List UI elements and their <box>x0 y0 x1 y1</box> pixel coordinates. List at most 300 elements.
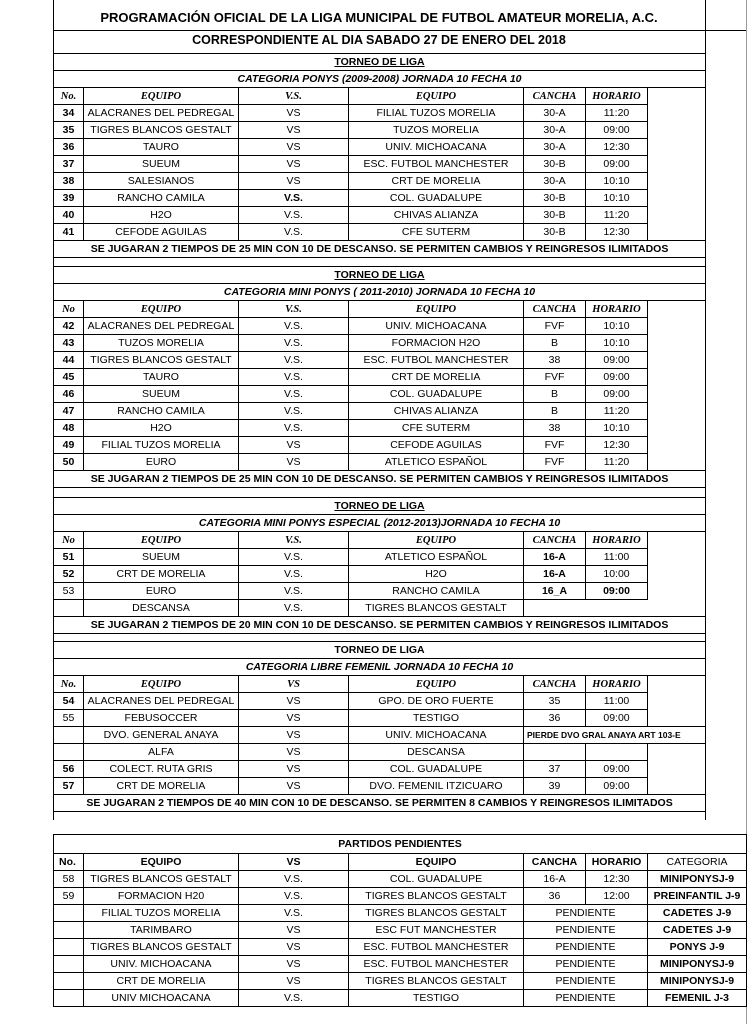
spacer-cell <box>648 318 706 335</box>
table-row <box>54 190 706 207</box>
team-home: EURO <box>84 583 239 600</box>
team-away: COL. GUADALUPE <box>349 871 524 888</box>
time <box>586 600 648 617</box>
team-away: ATLETICO ESPAÑOL <box>349 549 524 566</box>
team-home: FORMACION H20 <box>84 888 239 905</box>
categoria-title: CATEGORIA MINI PONYS ESPECIAL (2012-2013)JORNADA 10 FECHA 10 <box>54 515 706 532</box>
team-home: RANCHO CAMILA <box>84 190 239 207</box>
team-home: TAURO <box>84 139 239 156</box>
versus: V.S. <box>239 888 349 905</box>
torneo-title: TORNEO DE LIGA <box>54 498 706 515</box>
team-away: RANCHO CAMILA <box>349 583 524 600</box>
field: 30-A <box>524 139 586 156</box>
versus: V.S. <box>239 318 349 335</box>
spacer-cell <box>648 778 706 795</box>
field: FVF <box>524 369 586 386</box>
category: CADETES J-9 <box>648 905 747 922</box>
col-equipo: EQUIPO <box>349 88 524 105</box>
table-row <box>54 156 706 173</box>
column-header-row <box>54 532 706 549</box>
time: 11:20 <box>586 454 648 471</box>
match-number: 46 <box>54 386 84 403</box>
column-header-row <box>54 676 706 693</box>
team-away: TIGRES BLANCOS GESTALT <box>349 888 524 905</box>
section-libre-femenil <box>53 641 706 812</box>
versus: V.S. <box>239 403 349 420</box>
table-row <box>54 403 706 420</box>
team-home: SUEUM <box>84 386 239 403</box>
spacer-cell <box>648 301 706 318</box>
table-row <box>54 922 747 939</box>
team-home: ALACRANES DEL PEDREGAL <box>84 318 239 335</box>
match-number <box>54 939 84 956</box>
team-home: SALESIANOS <box>84 173 239 190</box>
spacer-cell <box>648 369 706 386</box>
col-no: No. <box>54 854 84 871</box>
team-home: UNIV MICHOACANA <box>84 990 239 1007</box>
team-away: TIGRES BLANCOS GESTALT <box>349 973 524 990</box>
match-number <box>54 727 84 744</box>
category: FEMENIL J-3 <box>648 990 747 1007</box>
table-row <box>54 990 747 1007</box>
col-cancha: CANCHA <box>524 854 586 871</box>
team-away: ESC. FUTBOL MANCHESTER <box>349 156 524 173</box>
versus: VS <box>239 761 349 778</box>
match-number: 50 <box>54 454 84 471</box>
versus: VS <box>239 437 349 454</box>
field <box>524 744 586 761</box>
section-mini-ponys <box>53 266 706 488</box>
match-number: 40 <box>54 207 84 224</box>
team-away: COL. GUADALUPE <box>349 190 524 207</box>
col-equipo: EQUIPO <box>84 301 239 318</box>
match-number: 59 <box>54 888 84 905</box>
team-away: TIGRES BLANCOS GESTALT <box>349 600 524 617</box>
time: 09:00 <box>586 156 648 173</box>
table-row <box>54 105 706 122</box>
col-horario: HORARIO <box>586 676 648 693</box>
versus: VS <box>239 693 349 710</box>
team-away: CFE SUTERM <box>349 420 524 437</box>
match-number: 56 <box>54 761 84 778</box>
table-row <box>54 727 706 744</box>
match-number: 58 <box>54 871 84 888</box>
spacer-cell <box>648 173 706 190</box>
time: 11:20 <box>586 105 648 122</box>
status-pending: PENDIENTE <box>524 956 648 973</box>
versus: VS <box>239 139 349 156</box>
spacer-cell <box>648 566 706 583</box>
match-number: 37 <box>54 156 84 173</box>
spacer-cell <box>648 88 706 105</box>
team-home: COLECT. RUTA GRIS <box>84 761 239 778</box>
versus: V.S. <box>239 335 349 352</box>
team-home: H2O <box>84 420 239 437</box>
versus: VS <box>239 122 349 139</box>
team-home: UNIV. MICHOACANA <box>84 956 239 973</box>
team-home: TAURO <box>84 369 239 386</box>
versus: VS <box>239 778 349 795</box>
time: 11:00 <box>586 693 648 710</box>
section-pendientes <box>53 834 747 1007</box>
match-number: 38 <box>54 173 84 190</box>
col-equipo: EQUIPO <box>84 88 239 105</box>
team-away: UNIV. MICHOACANA <box>349 727 524 744</box>
match-number: 41 <box>54 224 84 241</box>
team-away: TIGRES BLANCOS GESTALT <box>349 905 524 922</box>
team-home: DESCANSA <box>84 600 239 617</box>
match-number: 35 <box>54 122 84 139</box>
field: 35 <box>524 693 586 710</box>
torneo-title: TORNEO DE LIGA <box>54 642 706 659</box>
field: 30-B <box>524 207 586 224</box>
time: 09:00 <box>586 369 648 386</box>
table-row <box>54 744 706 761</box>
field <box>524 600 586 617</box>
team-home: FILIAL TUZOS MORELIA <box>84 905 239 922</box>
field: 30-A <box>524 105 586 122</box>
categoria-title: CATEGORIA PONYS (2009-2008) JORNADA 10 FECHA 10 <box>54 71 706 88</box>
team-away: FORMACION H2O <box>349 335 524 352</box>
col-horario: HORARIO <box>586 88 648 105</box>
field: 30-A <box>524 122 586 139</box>
table-row <box>54 139 706 156</box>
team-away: ESC. FUTBOL MANCHESTER <box>349 956 524 973</box>
spacer-cell <box>648 335 706 352</box>
time: 09:00 <box>586 386 648 403</box>
table-row <box>54 386 706 403</box>
versus: V.S. <box>239 600 349 617</box>
col-equipo: EQUIPO <box>349 532 524 549</box>
spacer-cell <box>648 122 706 139</box>
versus: V.S. <box>239 369 349 386</box>
categoria-title: CATEGORIA LIBRE FEMENIL JORNADA 10 FECHA 10 <box>54 659 706 676</box>
versus: VS <box>239 105 349 122</box>
table-row <box>54 710 706 727</box>
match-number <box>54 990 84 1007</box>
table-row <box>54 454 706 471</box>
team-home: H2O <box>84 207 239 224</box>
team-home: TIGRES BLANCOS GESTALT <box>84 352 239 369</box>
category: MINIPONYSJ-9 <box>648 973 747 990</box>
team-away: H2O <box>349 566 524 583</box>
versus: VS <box>239 922 349 939</box>
col-horario: HORARIO <box>586 854 648 871</box>
match-number <box>54 600 84 617</box>
col-equipo: EQUIPO <box>84 854 239 871</box>
match-number: 45 <box>54 369 84 386</box>
versus: V.S. <box>239 905 349 922</box>
torneo-title: TORNEO DE LIGA <box>54 267 706 284</box>
status-pending: PENDIENTE <box>524 939 648 956</box>
versus: VS <box>239 710 349 727</box>
table-row <box>54 352 706 369</box>
versus: V.S. <box>239 871 349 888</box>
team-away: CRT DE MORELIA <box>349 173 524 190</box>
col-no: No <box>54 532 84 549</box>
versus: VS <box>239 744 349 761</box>
table-row <box>54 973 747 990</box>
col-equipo: EQUIPO <box>349 854 524 871</box>
spacer-cell <box>648 600 706 617</box>
torneo-title: TORNEO DE LIGA <box>54 54 706 71</box>
table-row <box>54 956 747 973</box>
col-vs: VS <box>239 676 349 693</box>
team-home: TUZOS MORELIA <box>84 335 239 352</box>
versus: V.S. <box>239 420 349 437</box>
team-away: CFE SUTERM <box>349 224 524 241</box>
table-row <box>54 778 706 795</box>
col-cancha: CANCHA <box>524 88 586 105</box>
forfeit-note: PIERDE DVO GRAL ANAYA ART 103-E <box>524 727 706 744</box>
versus: V.S. <box>239 990 349 1007</box>
time: 12:00 <box>586 888 648 905</box>
header-line-2: CORRESPONDIENTE AL DIA SABADO 27 DE ENERO DEL 2018 <box>192 33 566 47</box>
versus: VS <box>239 156 349 173</box>
team-away: GPO. DE ORO FUERTE <box>349 693 524 710</box>
spacer-cell <box>648 139 706 156</box>
column-header-row <box>54 301 706 318</box>
team-home: EURO <box>84 454 239 471</box>
spacer-cell <box>648 761 706 778</box>
table-row <box>54 761 706 778</box>
table-row <box>54 437 706 454</box>
status-pending: PENDIENTE <box>524 922 648 939</box>
spacer-cell <box>648 420 706 437</box>
team-away: ESC FUT MANCHESTER <box>349 922 524 939</box>
time: 09:00 <box>586 710 648 727</box>
column-header-row <box>54 88 706 105</box>
match-number <box>54 744 84 761</box>
category: MINIPONYSJ-9 <box>648 956 747 973</box>
rules-note: SE JUGARAN 2 TIEMPOS DE 20 MIN CON 10 DE DESCANSO. SE PERMITEN CAMBIOS Y REINGRESOS ILIMITADOS <box>54 617 706 634</box>
col-cancha: CANCHA <box>524 532 586 549</box>
team-away: DESCANSA <box>349 744 524 761</box>
header-line-1: PROGRAMACIÓN OFICIAL DE LA LIGA MUNICIPAL DE FUTBOL AMATEUR MORELIA, A.C. <box>100 10 658 25</box>
category: CADETES J-9 <box>648 922 747 939</box>
table-row <box>54 207 706 224</box>
team-home: CEFODE AGUILAS <box>84 224 239 241</box>
rules-note: SE JUGARAN 2 TIEMPOS DE 25 MIN CON 10 DE DESCANSO. SE PERMITEN CAMBIOS Y REINGRESOS ILIMITADOS <box>54 471 706 488</box>
status-pending: PENDIENTE <box>524 973 648 990</box>
match-number: 52 <box>54 566 84 583</box>
pendientes-title: PARTIDOS PENDIENTES <box>54 835 747 854</box>
field: 30-B <box>524 156 586 173</box>
field: 36 <box>524 710 586 727</box>
team-away: COL. GUADALUPE <box>349 386 524 403</box>
team-away: ESC. FUTBOL MANCHESTER <box>349 939 524 956</box>
match-number: 43 <box>54 335 84 352</box>
field: B <box>524 403 586 420</box>
table-row <box>54 420 706 437</box>
col-vs: V.S. <box>239 301 349 318</box>
field: 39 <box>524 778 586 795</box>
col-equipo: EQUIPO <box>84 676 239 693</box>
versus: VS <box>239 973 349 990</box>
category: PONYS J-9 <box>648 939 747 956</box>
versus: V.S. <box>239 207 349 224</box>
rules-note: SE JUGARAN 2 TIEMPOS DE 25 MIN CON 10 DE DESCANSO. SE PERMITEN CAMBIOS Y REINGRESOS ILIMITADOS <box>54 241 706 258</box>
team-home: SUEUM <box>84 549 239 566</box>
field: 37 <box>524 761 586 778</box>
team-home: TIGRES BLANCOS GESTALT <box>84 122 239 139</box>
column-header-row <box>54 854 747 871</box>
versus: VS <box>239 454 349 471</box>
field: 16_A <box>524 583 586 600</box>
team-home: CRT DE MORELIA <box>84 973 239 990</box>
status-pending: PENDIENTE <box>524 990 648 1007</box>
field: 30-B <box>524 190 586 207</box>
team-away: UNIV. MICHOACANA <box>349 139 524 156</box>
match-number: 53 <box>54 583 84 600</box>
time: 09:00 <box>586 122 648 139</box>
team-away: TESTIGO <box>349 710 524 727</box>
field: 16-A <box>524 549 586 566</box>
spacer-cell <box>648 156 706 173</box>
field: B <box>524 386 586 403</box>
spacer-cell <box>648 207 706 224</box>
col-no: No. <box>54 88 84 105</box>
col-equipo: EQUIPO <box>349 676 524 693</box>
status-pending: PENDIENTE <box>524 905 648 922</box>
table-row <box>54 173 706 190</box>
match-number: 44 <box>54 352 84 369</box>
versus: V.S. <box>239 352 349 369</box>
field: 38 <box>524 352 586 369</box>
time: 09:00 <box>586 583 648 600</box>
table-row <box>54 583 706 600</box>
field: FVF <box>524 437 586 454</box>
versus: VS <box>239 727 349 744</box>
col-cancha: CANCHA <box>524 676 586 693</box>
time: 09:00 <box>586 352 648 369</box>
time: 10:00 <box>586 566 648 583</box>
table-row <box>54 888 747 905</box>
table-row <box>54 600 706 617</box>
team-away: CRT DE MORELIA <box>349 369 524 386</box>
team-home: TIGRES BLANCOS GESTALT <box>84 871 239 888</box>
time: 10:10 <box>586 318 648 335</box>
col-vs: VS <box>239 854 349 871</box>
spacer-cell <box>648 105 706 122</box>
match-number: 47 <box>54 403 84 420</box>
team-away: DVO. FEMENIL ITZICUARO <box>349 778 524 795</box>
category: MINIPONYSJ-9 <box>648 871 747 888</box>
col-no: No. <box>54 676 84 693</box>
versus: VS <box>239 173 349 190</box>
match-number <box>54 956 84 973</box>
spacer-cell <box>648 224 706 241</box>
time: 12:30 <box>586 437 648 454</box>
spacer-cell <box>648 549 706 566</box>
match-number: 48 <box>54 420 84 437</box>
field: FVF <box>524 318 586 335</box>
match-number <box>54 973 84 990</box>
team-home: CRT DE MORELIA <box>84 778 239 795</box>
time: 12:30 <box>586 871 648 888</box>
spacer-cell <box>648 403 706 420</box>
time <box>586 744 648 761</box>
col-cancha: CANCHA <box>524 301 586 318</box>
rules-note: SE JUGARAN 2 TIEMPOS DE 40 MIN CON 10 DE DESCANSO. SE PERMITEN 8 CAMBIOS Y REINGRESOS ILIMITADOS <box>54 795 706 812</box>
spacer-cell <box>648 676 706 693</box>
col-horario: HORARIO <box>586 532 648 549</box>
match-number: 55 <box>54 710 84 727</box>
match-number <box>54 905 84 922</box>
col-vs: V.S. <box>239 532 349 549</box>
versus: V.S. <box>239 190 349 207</box>
spacer-cell <box>648 352 706 369</box>
team-home: CRT DE MORELIA <box>84 566 239 583</box>
team-away: TUZOS MORELIA <box>349 122 524 139</box>
time: 10:10 <box>586 190 648 207</box>
match-number: 34 <box>54 105 84 122</box>
team-away: FILIAL TUZOS MORELIA <box>349 105 524 122</box>
versus: V.S. <box>239 549 349 566</box>
time: 10:10 <box>586 173 648 190</box>
table-row <box>54 224 706 241</box>
time: 11:20 <box>586 207 648 224</box>
time: 12:30 <box>586 139 648 156</box>
team-home: FILIAL TUZOS MORELIA <box>84 437 239 454</box>
time: 09:00 <box>586 778 648 795</box>
spacer-cell <box>648 744 706 761</box>
table-row <box>54 369 706 386</box>
match-number: 54 <box>54 693 84 710</box>
versus: V.S. <box>239 583 349 600</box>
time: 12:30 <box>586 224 648 241</box>
spacer-cell <box>648 583 706 600</box>
team-home: DVO. GENERAL ANAYA <box>84 727 239 744</box>
spacer-cell <box>648 710 706 727</box>
versus: VS <box>239 939 349 956</box>
match-number: 36 <box>54 139 84 156</box>
time: 11:20 <box>586 403 648 420</box>
field: 36 <box>524 888 586 905</box>
col-vs: V.S. <box>239 88 349 105</box>
spacer-cell <box>648 190 706 207</box>
table-row <box>54 905 747 922</box>
spacer-cell <box>648 693 706 710</box>
field: 16-A <box>524 871 586 888</box>
time: 11:00 <box>586 549 648 566</box>
col-equipo: EQUIPO <box>349 301 524 318</box>
table-row <box>54 939 747 956</box>
col-no: No <box>54 301 84 318</box>
match-number: 39 <box>54 190 84 207</box>
match-number: 42 <box>54 318 84 335</box>
col-categoria: CATEGORIA <box>648 854 747 871</box>
table-row <box>54 693 706 710</box>
match-number: 49 <box>54 437 84 454</box>
table-row <box>54 549 706 566</box>
team-away: CEFODE AGUILAS <box>349 437 524 454</box>
team-away: UNIV. MICHOACANA <box>349 318 524 335</box>
spacer-cell <box>648 386 706 403</box>
section-mini-ponys-especial <box>53 497 706 634</box>
team-home: ALACRANES DEL PEDREGAL <box>84 693 239 710</box>
team-away: ATLETICO ESPAÑOL <box>349 454 524 471</box>
table-row <box>54 871 747 888</box>
versus: V.S. <box>239 224 349 241</box>
team-home: ALFA <box>84 744 239 761</box>
field: 30-A <box>524 173 586 190</box>
col-horario: HORARIO <box>586 301 648 318</box>
category: PREINFANTIL J-9 <box>648 888 747 905</box>
team-home: ALACRANES DEL PEDREGAL <box>84 105 239 122</box>
spacer-cell <box>648 437 706 454</box>
team-away: ESC. FUTBOL MANCHESTER <box>349 352 524 369</box>
